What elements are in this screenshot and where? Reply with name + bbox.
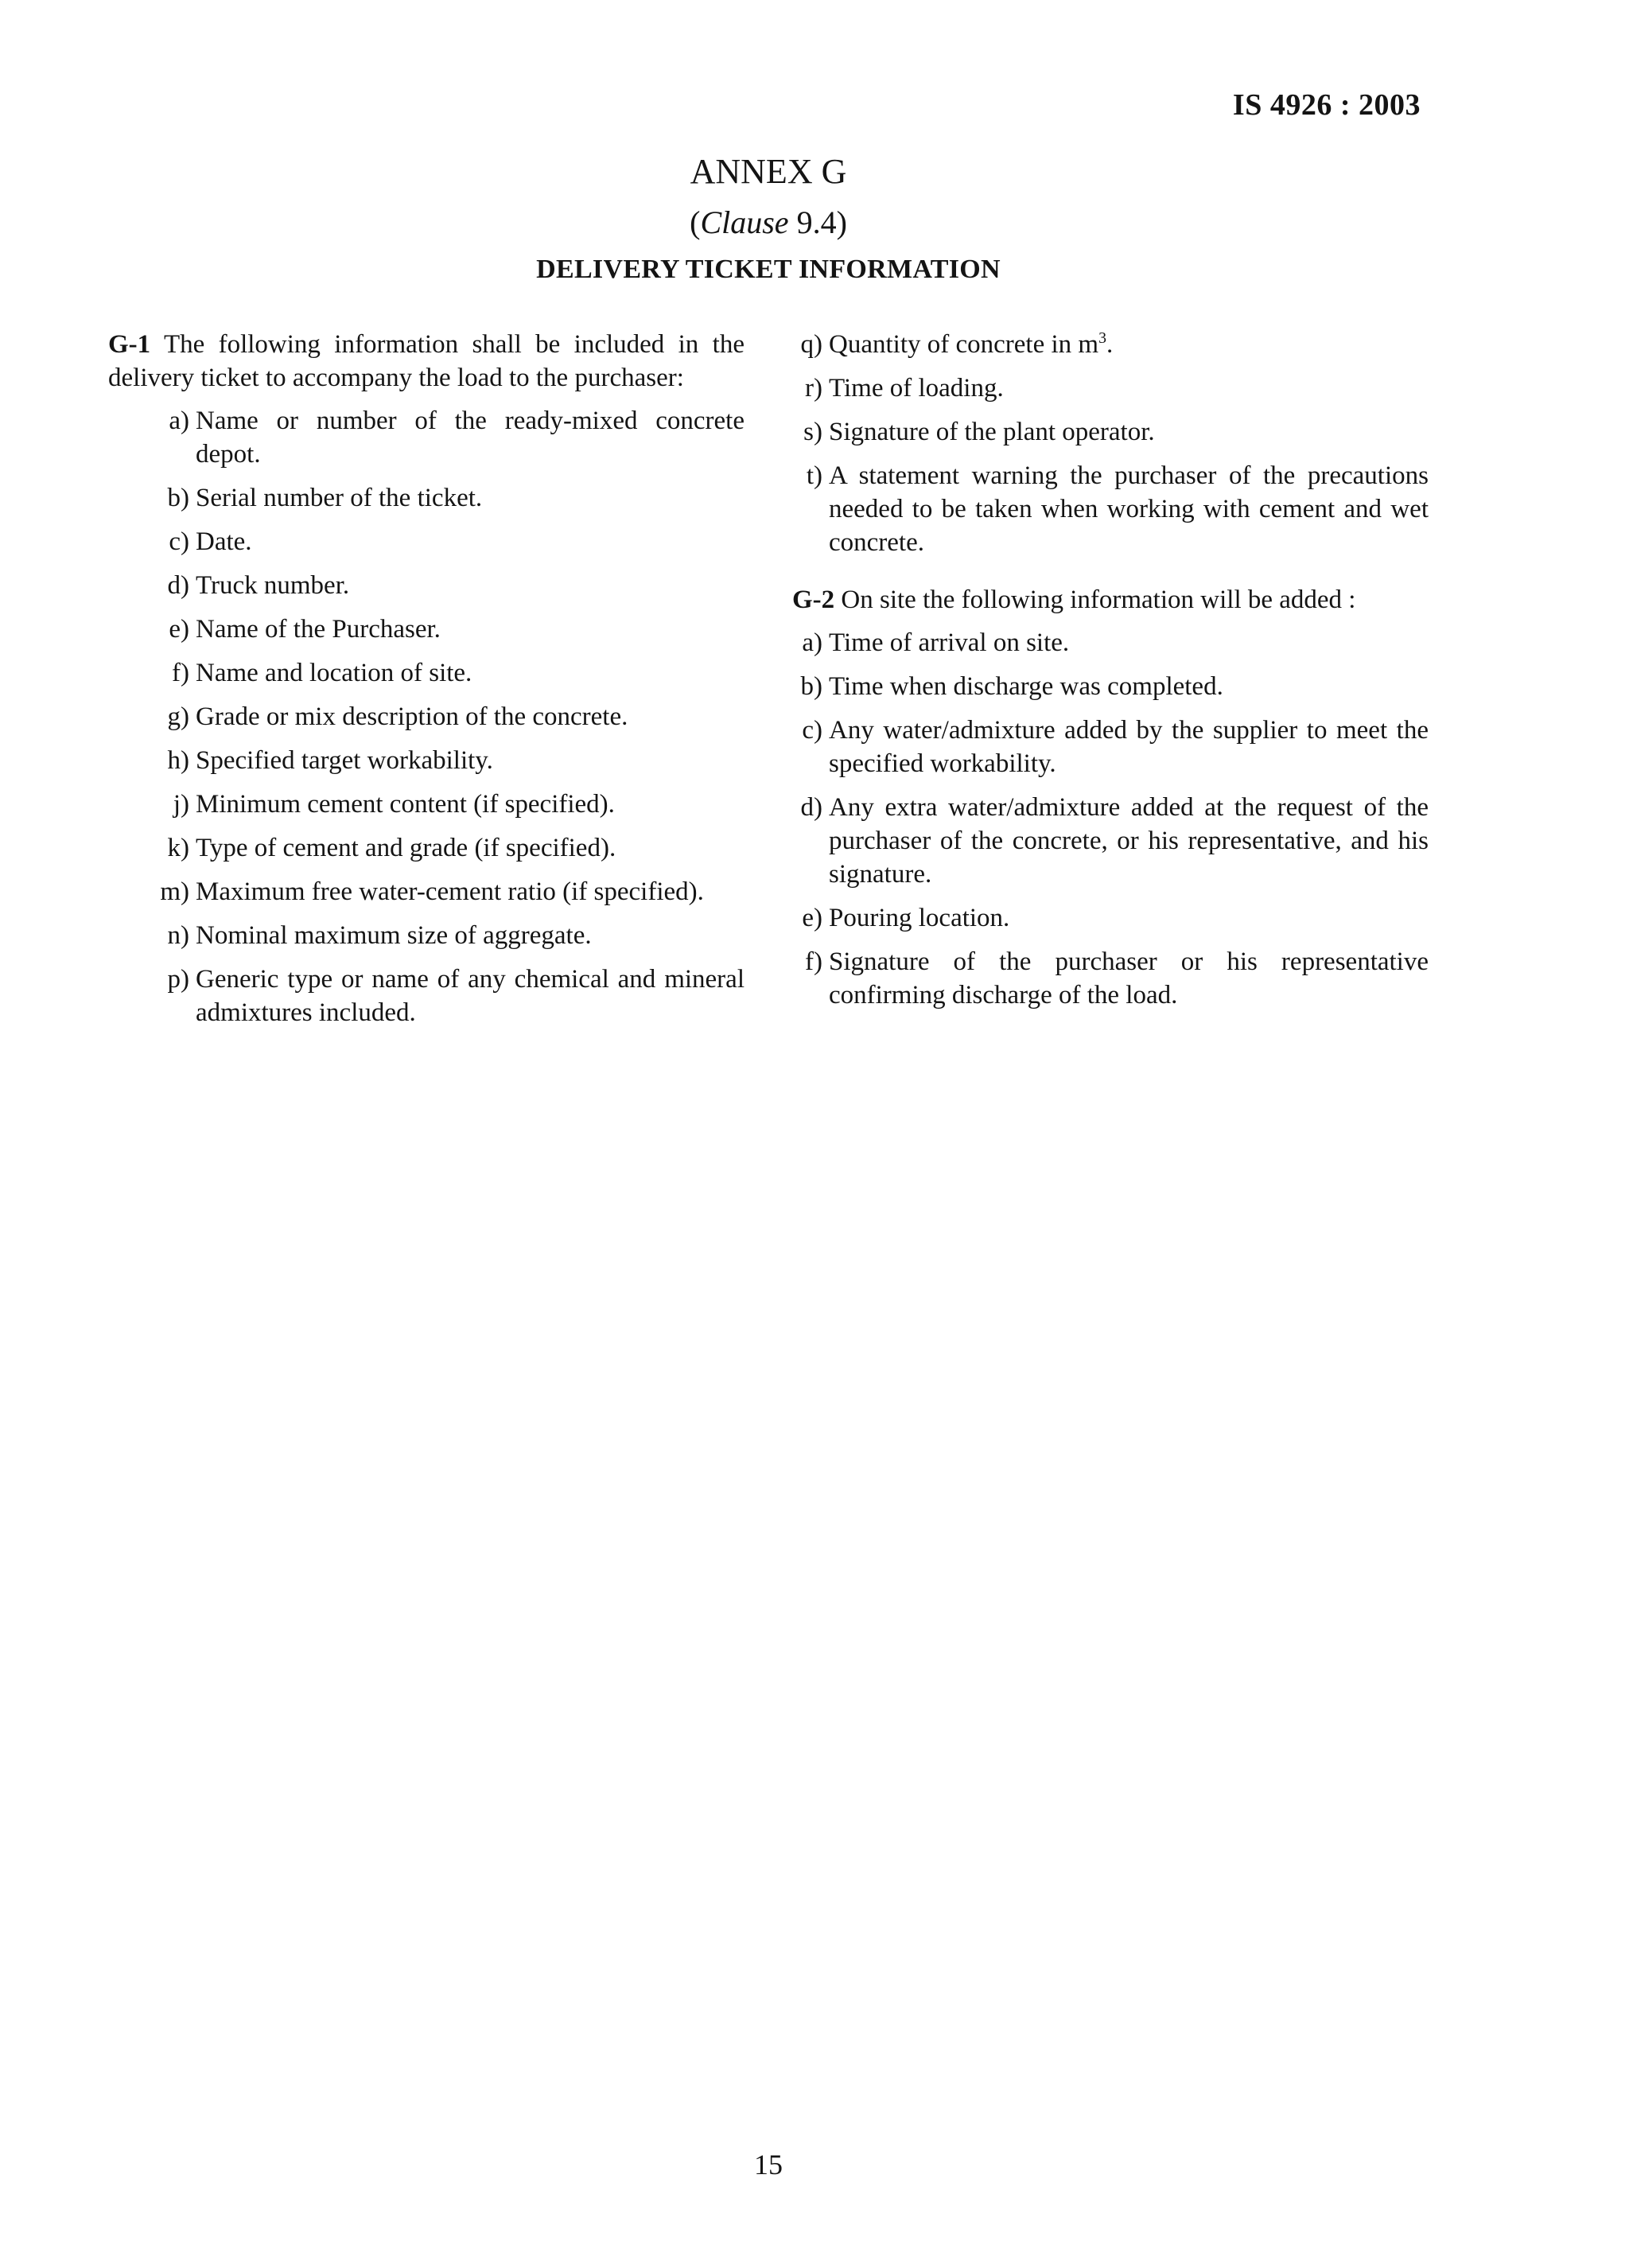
- list-item-text-main: Signature of the purchaser or his representative confirming discharge of the load.: [829, 947, 1429, 1010]
- list-item-text-main: Grade or mix description of the concrete.: [196, 702, 628, 731]
- list-item: [792, 626, 1429, 659]
- list-item-text-main: A statement warning the purchaser of the precautions needed to be taken when working with cement and wet concrete.: [829, 461, 1429, 557]
- list-item: [108, 744, 745, 777]
- list-item-text-main: Name and location of site.: [196, 659, 472, 687]
- list-item-text-main: Minimum cement content (if specified).: [196, 790, 615, 819]
- list-item: [792, 945, 1429, 1012]
- list-item: [792, 670, 1429, 703]
- list-item: [792, 459, 1429, 559]
- list-item-text-main: Specified target workability.: [196, 746, 493, 775]
- list-item: [792, 714, 1429, 780]
- list-item-text: [829, 459, 1429, 559]
- list-item-text-main: Signature of the plant operator.: [829, 418, 1155, 446]
- list-item: [108, 481, 745, 515]
- page-number: 15: [754, 2149, 783, 2180]
- list-item-text: [196, 525, 745, 558]
- clause-word: Clause: [700, 204, 789, 240]
- list-item-text: [829, 415, 1429, 449]
- list-item-text-main: Name of the Purchaser.: [196, 615, 441, 644]
- g1-item-list-continued: [792, 328, 1429, 559]
- list-item-letter: a): [169, 407, 189, 435]
- list-item: [108, 919, 745, 952]
- list-item-text: [829, 901, 1429, 935]
- list-item-text: [829, 328, 1429, 361]
- g2-clause-number: G-2: [792, 585, 835, 614]
- standard-number: IS 4926 : 2003: [1232, 88, 1421, 122]
- list-item-letter: d): [167, 571, 189, 600]
- g2-item-list: [792, 626, 1429, 1012]
- list-item-text-main: Generic type or name of any chemical and mineral admixtures included.: [196, 965, 745, 1027]
- g1-item-list: [108, 404, 745, 1029]
- list-item-letter: r): [805, 374, 822, 403]
- list-item-letter: t): [806, 461, 822, 490]
- list-item: [108, 788, 745, 821]
- list-item-text-main: Date.: [196, 527, 252, 556]
- list-item-text: [196, 963, 745, 1029]
- list-item-letter: c): [802, 716, 822, 745]
- annex-title: ANNEX G: [690, 152, 847, 191]
- list-item: [108, 700, 745, 733]
- list-item-text: [196, 919, 745, 952]
- list-item-text: [196, 656, 745, 690]
- list-item-letter: e): [802, 904, 822, 932]
- list-item-letter: g): [167, 702, 189, 731]
- list-item-text: [829, 714, 1429, 780]
- list-item-letter: j): [173, 790, 189, 819]
- list-item-text-main: Nominal maximum size of aggregate.: [196, 921, 592, 950]
- list-item-text-main: Maximum free water-cement ratio (if specified).: [196, 877, 704, 906]
- list-item-text: [196, 744, 745, 777]
- list-item: [792, 901, 1429, 935]
- list-item-text: [196, 404, 745, 471]
- list-item: [108, 875, 745, 908]
- list-item: [108, 404, 745, 471]
- list-item: [792, 415, 1429, 449]
- list-item-text-main: Pouring location.: [829, 904, 1010, 932]
- clause-number: 9.4): [788, 204, 847, 240]
- list-item: [108, 963, 745, 1029]
- left-column: [108, 328, 745, 1040]
- list-item-letter: m): [160, 877, 189, 906]
- list-item-text: [829, 945, 1429, 1012]
- g2-intro-text: On site the following information will be added :: [841, 585, 1356, 614]
- list-item-letter: f): [805, 947, 822, 976]
- right-column: [792, 328, 1429, 1022]
- list-item: [108, 613, 745, 646]
- list-item-letter: q): [800, 330, 822, 359]
- list-item-letter: h): [167, 746, 189, 775]
- list-item-letter: f): [172, 659, 189, 687]
- list-item-text: [829, 670, 1429, 703]
- list-item-text: [196, 481, 745, 515]
- g2-section: [792, 583, 1429, 1012]
- list-item-text: [196, 569, 745, 602]
- list-item-text-main: Quantity of concrete in m: [829, 330, 1099, 359]
- list-item-text: [829, 791, 1429, 891]
- g1-intro-text: The following information shall be included in the delivery ticket to accompany the load to the purchaser:: [108, 330, 745, 392]
- list-item-text-main: Time of arrival on site.: [829, 628, 1070, 657]
- list-item-letter: d): [800, 793, 822, 822]
- list-item-text-main: Type of cement and grade (if specified).: [196, 834, 616, 862]
- list-item: [108, 569, 745, 602]
- list-item: [108, 831, 745, 865]
- list-item-text-main: Serial number of the ticket.: [196, 484, 483, 512]
- clause-prefix: (: [690, 204, 701, 240]
- list-item-text: [196, 831, 745, 865]
- list-item-text: [829, 626, 1429, 659]
- list-item-letter: c): [169, 527, 189, 556]
- list-item-letter: p): [167, 965, 189, 994]
- list-item-text: [196, 700, 745, 733]
- g1-clause-number: G-1: [108, 330, 151, 359]
- list-item: [108, 525, 745, 558]
- list-item-letter: a): [802, 628, 822, 657]
- list-item-letter: n): [167, 921, 189, 950]
- list-item-text-main: Any water/admixture added by the supplier to meet the specified workability.: [829, 716, 1429, 778]
- list-item: [108, 656, 745, 690]
- list-item-text-main: Time when discharge was completed.: [829, 672, 1223, 701]
- list-item-letter: e): [169, 615, 189, 644]
- g1-intro-paragraph: [108, 328, 745, 395]
- list-item-text-main: Any extra water/admixture added at the request of the purchaser of the concrete, or his representative, and his signature.: [829, 793, 1429, 889]
- list-item-letter: k): [167, 834, 189, 862]
- superscript: 3: [1098, 329, 1106, 347]
- section-title: DELIVERY TICKET INFORMATION: [536, 255, 1001, 284]
- list-item-letter: s): [803, 418, 822, 446]
- list-item-text-main: Name or number of the ready-mixed concrete depot.: [196, 407, 745, 469]
- list-item-text: [196, 613, 745, 646]
- list-item: [792, 372, 1429, 405]
- list-item-suffix: .: [1106, 330, 1114, 359]
- list-item-text-main: Truck number.: [196, 571, 350, 600]
- list-item-text: [829, 372, 1429, 405]
- list-item-letter: b): [167, 484, 189, 512]
- list-item: [792, 328, 1429, 361]
- list-item-text: [196, 788, 745, 821]
- g2-intro-paragraph: [792, 583, 1429, 617]
- list-item: [792, 791, 1429, 891]
- list-item-text: [196, 875, 745, 908]
- list-item-text-main: Time of loading.: [829, 374, 1004, 403]
- clause-reference: [0, 204, 1537, 241]
- list-item-letter: b): [800, 672, 822, 701]
